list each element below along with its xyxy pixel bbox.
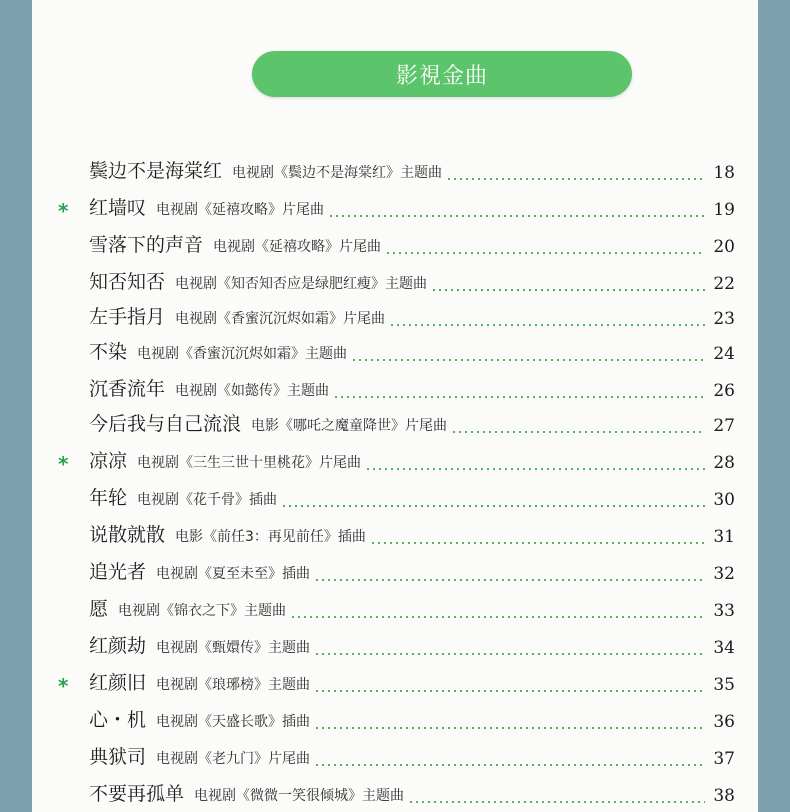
song-source: 电视剧《天盛长歌》插曲 [156, 714, 311, 730]
song-title [89, 269, 427, 297]
song-title-text: 不要再孤单 [89, 783, 185, 805]
song-source: 电视剧《知否知否应是绿肥红瘦》主题曲 [175, 276, 428, 292]
toc-entry [0, 152, 790, 186]
leader-dots [370, 542, 705, 544]
song-title [89, 485, 277, 513]
song-title-text: 今后我与自己流浪 [89, 413, 242, 435]
song-source: 电视剧《延禧攻略》片尾曲 [156, 202, 325, 218]
song-source: 电视剧《香蜜沉沉烬如霜》主题曲 [137, 346, 348, 362]
leader-dots [446, 178, 705, 180]
song-title-text: 雪落下的声音 [89, 234, 204, 256]
leader-dots [290, 616, 705, 618]
page-number: 28 [713, 453, 735, 473]
leader-dots [351, 359, 705, 361]
song-title-text: 知否知否 [89, 271, 166, 293]
toc-entry [0, 664, 790, 698]
song-title-text: 沉香流年 [89, 378, 166, 400]
song-title-text: 说散就散 [89, 524, 166, 546]
page-number: 26 [713, 381, 735, 401]
song-title [89, 744, 310, 772]
toc-entry [0, 738, 790, 772]
song-source: 电视剧《老九门》片尾曲 [156, 751, 311, 767]
page-number: 33 [713, 601, 735, 621]
song-source: 电视剧《鬓边不是海棠红》主题曲 [232, 165, 443, 181]
recommended-star-icon: * [58, 674, 69, 698]
song-source: 电视剧《微微一笑很倾城》主题曲 [194, 788, 405, 804]
leader-dots [314, 727, 705, 729]
leader-dots [385, 252, 705, 254]
song-source: 电影《前任3：再见前任》插曲 [175, 529, 366, 545]
song-title [89, 339, 347, 367]
section-banner [252, 51, 632, 97]
song-title-text: 红墙叹 [89, 197, 147, 219]
section-title: 影視金曲 [395, 63, 488, 89]
toc-entry [0, 189, 790, 223]
page-number: 20 [713, 237, 735, 257]
song-source: 电视剧《琅琊榜》主题曲 [156, 677, 311, 693]
song-source: 电视剧《花千骨》插曲 [137, 492, 278, 508]
page-number: 37 [713, 749, 735, 769]
song-title [89, 670, 310, 698]
song-title-text: 红颜旧 [89, 672, 147, 694]
toc-entry [0, 627, 790, 661]
toc-entry [0, 775, 790, 809]
page-number: 22 [713, 274, 735, 294]
leader-dots [281, 505, 705, 507]
page-number: 24 [713, 344, 735, 364]
page-number: 34 [713, 638, 735, 658]
leader-dots [328, 215, 705, 217]
leader-dots [365, 468, 705, 470]
leader-dots [314, 579, 705, 581]
song-title [89, 376, 329, 404]
song-source: 电视剧《延禧攻略》片尾曲 [213, 239, 382, 255]
song-title [89, 411, 447, 439]
leader-dots [408, 801, 705, 803]
song-title [89, 448, 361, 476]
song-title [89, 158, 442, 186]
page-number: 32 [713, 564, 735, 584]
song-title [89, 195, 324, 223]
song-source: 电视剧《甄嬛传》主题曲 [156, 640, 311, 656]
page-number: 35 [713, 675, 735, 695]
toc-entry [0, 226, 790, 260]
page-number: 23 [713, 309, 735, 329]
song-title [89, 522, 366, 550]
toc-entry [0, 405, 790, 439]
page-number: 38 [713, 786, 735, 806]
song-title [89, 559, 310, 587]
song-title [89, 232, 381, 260]
toc-entry [0, 590, 790, 624]
song-title-text: 红颜劫 [89, 635, 147, 657]
song-title-text: 愿 [89, 598, 109, 620]
toc-entry [0, 298, 790, 332]
page-number: 36 [713, 712, 735, 732]
recommended-star-icon: * [58, 452, 69, 476]
toc-entry [0, 701, 790, 735]
song-title-text: 鬓边不是海棠红 [89, 160, 223, 182]
song-title-text: 年轮 [89, 487, 128, 509]
song-title-text: 凉凉 [89, 450, 128, 472]
song-title-text: 典狱司 [89, 746, 147, 768]
leader-dots [389, 324, 705, 326]
toc-entry [0, 442, 790, 476]
page-number: 18 [713, 163, 735, 183]
song-title [89, 781, 404, 809]
song-title [89, 304, 385, 332]
song-title-text: 不染 [89, 341, 128, 363]
page-number: 31 [713, 527, 735, 547]
song-title [89, 633, 310, 661]
toc-entry [0, 516, 790, 550]
leader-dots [314, 764, 705, 766]
song-source: 电视剧《三生三世十里桃花》片尾曲 [137, 455, 362, 471]
toc-entry [0, 263, 790, 297]
toc-entry [0, 333, 790, 367]
song-source: 电视剧《香蜜沉沉烬如霜》片尾曲 [175, 311, 386, 327]
song-source: 电视剧《如懿传》主题曲 [175, 383, 330, 399]
page-number: 19 [713, 200, 735, 220]
page-number: 27 [713, 416, 735, 436]
leader-dots [314, 690, 705, 692]
leader-dots [333, 396, 705, 398]
leader-dots [314, 653, 705, 655]
toc-entry [0, 479, 790, 513]
song-source: 电视剧《锦衣之下》主题曲 [118, 603, 287, 619]
page-number: 30 [713, 490, 735, 510]
toc-entry [0, 553, 790, 587]
song-title [89, 707, 310, 735]
song-source: 电视剧《夏至未至》插曲 [156, 566, 311, 582]
recommended-star-icon: * [58, 199, 69, 223]
song-title-text: 追光者 [89, 561, 147, 583]
toc-entry [0, 370, 790, 404]
leader-dots [451, 431, 705, 433]
song-title-text: 左手指月 [89, 306, 166, 328]
song-title-text: 心・机 [89, 709, 147, 731]
song-source: 电影《哪吒之魔童降世》片尾曲 [251, 418, 448, 434]
song-title [89, 596, 286, 624]
leader-dots [431, 289, 705, 291]
